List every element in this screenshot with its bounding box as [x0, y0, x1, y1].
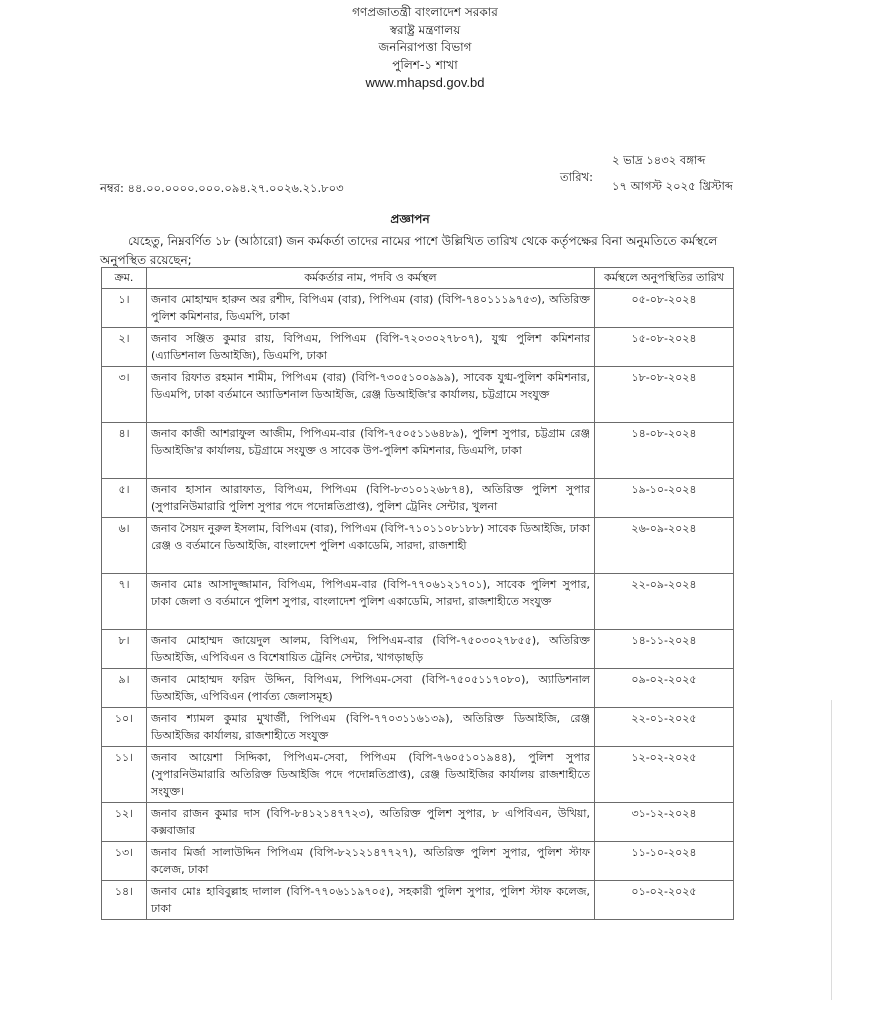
memo-number: নম্বর: ৪৪.০০.০০০০.০০০.০৯৪.২৭.০০২৬.২১.৮০৩ — [100, 181, 344, 195]
table-row — [102, 574, 734, 630]
table-row — [102, 747, 734, 803]
row-serial: ৬। — [102, 518, 147, 574]
table-row — [102, 803, 734, 842]
government-name: গণপ্রজাতন্ত্রী বাংলাদেশ সরকার — [352, 5, 498, 19]
row-name: জনাব মোহাম্মদ জায়েদুল আলম, বিপিএম, পিপিএম-বার (বিপি-৭৫০৩০২৭৮৫৫), অতিরিক্ত ডিআইজি, এপিবিএন ও বিশেষায়িত ট্রেনিং সেন্টার, খাগড়াছড়ি — [147, 630, 595, 669]
row-date: ১৯-১০-২০২৪ — [595, 479, 734, 518]
table-row — [102, 328, 734, 367]
row-date: ০১-০২-২০২৫ — [595, 881, 734, 920]
absent-officers-table — [101, 267, 734, 920]
row-serial: ১৩। — [102, 842, 147, 881]
row-date: ২২-০৯-২০২৪ — [595, 574, 734, 630]
table-row — [102, 630, 734, 669]
table-row — [102, 423, 734, 479]
row-serial: ১৪। — [102, 881, 147, 920]
row-date: ০৯-০২-২০২৫ — [595, 669, 734, 708]
row-name: জনাব রিফাত রহমান শামীম, পিপিএম (বার) (বিপি-৭৩০৫১০০৯৯৯), সাবেক যুগ্ম-পুলিশ কমিশনার, ডিএমপি, ঢাকা বর্তমানে অ্যাডিশনাল ডিআইজি, রেঞ্জ ডিআইজি'র কার্যালয়, চট্টগ্রামে সংযুক্ত — [147, 367, 595, 423]
division-name: জননিরাপত্তা বিভাগ — [378, 40, 472, 54]
row-serial: ৪। — [102, 423, 147, 479]
row-serial: ১২। — [102, 803, 147, 842]
row-name: জনাব মির্জা সালাউদ্দিন পিপিএম (বিপি-৮২১২১৪৭৭২৭), অতিরিক্ত পুলিশ সুপার, পুলিশ স্টাফ কলেজ, ঢাকা — [147, 842, 595, 881]
table-row — [102, 881, 734, 920]
row-name: জনাব শ্যামল কুমার মুখার্জী, পিপিএম (বিপি-৭৭০৩১১৬১৩৯), অতিরিক্ত ডিআইজি, রেঞ্জ ডিআইজির কার্যালয়, রাজশাহীতে সংযুক্ত — [147, 708, 595, 747]
row-serial: ৫। — [102, 479, 147, 518]
row-serial: ১১। — [102, 747, 147, 803]
row-date: ১৪-০৮-২০২৪ — [595, 423, 734, 479]
row-date: ১৪-১১-২০২৪ — [595, 630, 734, 669]
table-row — [102, 708, 734, 747]
row-date: ১৫-০৮-২০২৪ — [595, 328, 734, 367]
table-row — [102, 518, 734, 574]
row-date: ১৮-০৮-২০২৪ — [595, 367, 734, 423]
row-name: জনাব রাজন কুমার দাস (বিপি-৮৪১২১৪৭৭২৩), অতিরিক্ত পুলিশ সুপার, ৮ এপিবিএন, উখিয়া, কক্সবাজার — [147, 803, 595, 842]
row-serial: ২। — [102, 328, 147, 367]
row-date: ২৬-০৯-২০২৪ — [595, 518, 734, 574]
row-serial: ৯। — [102, 669, 147, 708]
row-name: জনাব মোঃ আসাদুজ্জামান, বিপিএম, পিপিএম-বার (বিপি-৭৭০৬১২১৭০১), সাবেক পুলিশ সুপার, ঢাকা জেলা ও বর্তমানে পুলিশ সুপার, বাংলাদেশ পুলিশ একাডেমি, সারদা, রাজশাহীতে সংযুক্ত — [147, 574, 595, 630]
header-date: কর্মস্থলে অনুপস্থিতির তারিখ — [595, 268, 734, 289]
row-name: জনাব সঞ্জিত কুমার রায়, বিপিএম, পিপিএম (বিপি-৭২০৩০২৭৮০৭), যুগ্ম পুলিশ কমিশনার (এ্যাডিশনাল ডিআইজি), ডিএমপি, ঢাকা — [147, 328, 595, 367]
row-name: জনাব মোহাম্মদ ফরিদ উদ্দিন, বিপিএম, পিপিএম-সেবা (বিপি-৭৫০৫১১৭০৮০), অ্যাডিশনাল ডিআইজি, এপিবিএন (পার্বত্য জেলাসমূহ) — [147, 669, 595, 708]
date-gregorian: ১৭ আগস্ট ২০২৫ খ্রিস্টাব্দ — [612, 179, 733, 193]
document-title: প্রজ্ঞাপন — [390, 212, 430, 226]
letterhead — [0, 4, 850, 92]
row-name: জনাব সৈয়দ নুরুল ইসলাম, বিপিএম (বার), পিপিএম (বিপি-৭১০১১০৮১৮৮) সাবেক ডিআইজি, ঢাকা রেঞ্জ ও বর্তমানে ডিআইজি, বাংলাদেশ পুলিশ একাডেমি, সারদা, রাজশাহী — [147, 518, 595, 574]
table-row — [102, 842, 734, 881]
date-bangla: ২ ভাদ্র ১৪৩২ বঙ্গাব্দ — [612, 153, 706, 167]
intro-paragraph: যেহেতু, নিম্নবর্ণিত ১৮ (আঠারো) জন কর্মকর্তা তাদের নামের পাশে উল্লিখিত তারিখ থেকে কর্তৃপক্ষের বিনা অনুমতিতে কর্মস্থলে অনুপস্থিত রয়েছেন; — [100, 234, 718, 267]
date-label: তারিখ: — [560, 170, 594, 184]
branch-name: পুলিশ-১ শাখা — [392, 57, 458, 72]
table-row — [102, 479, 734, 518]
table-header-row — [102, 268, 734, 289]
row-name: জনাব মোঃ হাবিবুল্লাহ দালাল (বিপি-৭৭০৬১১৯৭০৫), সহকারী পুলিশ সুপার, পুলিশ স্টাফ কলেজ, ঢাকা — [147, 881, 595, 920]
row-name: জনাব কাজী আশরাফুল আজীম, পিপিএম-বার (বিপি-৭৫০৫১১৬৪৮৯), পুলিশ সুপার, চট্টগ্রাম রেঞ্জ ডিআইজি'র কার্যালয়, চট্টগ্রামে সংযুক্ত ও সাবেক উপ-পুলিশ কমিশনার, ডিএমপি, ঢাকা — [147, 423, 595, 479]
row-date: ৩১-১২-২০২৪ — [595, 803, 734, 842]
row-serial: ৭। — [102, 574, 147, 630]
row-serial: ৩। — [102, 367, 147, 423]
row-name: জনাব হাসান আরাফাত, বিপিএম, পিপিএম (বিপি-৮৩১০১২৬৮৭৪), অতিরিক্ত পুলিশ সুপার (সুপারনিউমারারি পুলিশ সুপার পদে পদোন্নতিপ্রাপ্ত), পুলিশ ট্রেনিং সেন্টার, খুলনা — [147, 479, 595, 518]
header-name: কর্মকর্তার নাম, পদবি ও কর্মস্থল — [147, 268, 595, 289]
table-row — [102, 669, 734, 708]
header-serial: ক্রম. — [102, 268, 147, 289]
row-date: ০৫-০৮-২০২৪ — [595, 289, 734, 328]
table-row — [102, 367, 734, 423]
row-date: ১২-০২-২০২৫ — [595, 747, 734, 803]
row-serial: ১। — [102, 289, 147, 328]
row-date: ২২-০১-২০২৫ — [595, 708, 734, 747]
row-serial: ১০। — [102, 708, 147, 747]
table-row — [102, 289, 734, 328]
row-name: জনাব মোহাম্মদ হারুন অর রশীদ, বিপিএম (বার), পিপিএম (বার) (বিপি-৭৪০১১১৯৭৫৩), অতিরিক্ত পুলিশ কমিশনার, ডিএমপি, ঢাকা — [147, 289, 595, 328]
ministry-name: স্বরাষ্ট্র মন্ত্রণালয় — [389, 22, 461, 37]
row-serial: ৮। — [102, 630, 147, 669]
row-date: ১১-১০-২০২৪ — [595, 842, 734, 881]
website-link[interactable]: www.mhapsd.gov.bd — [365, 75, 485, 90]
row-name: জনাব আয়েশা সিদ্দিকা, পিপিএম-সেবা, পিপিএম (বিপি-৭৬০৫১০১৯৪৪), পুলিশ সুপার (সুপারনিউমারারি অতিরিক্ত ডিআইজি পদে পদোন্নতিপ্রাপ্ত), রেঞ্জ ডিআইজির কার্যালয় রাজশাহীতে সংযুক্ত। — [147, 747, 595, 803]
page-edge-divider — [831, 700, 832, 1000]
